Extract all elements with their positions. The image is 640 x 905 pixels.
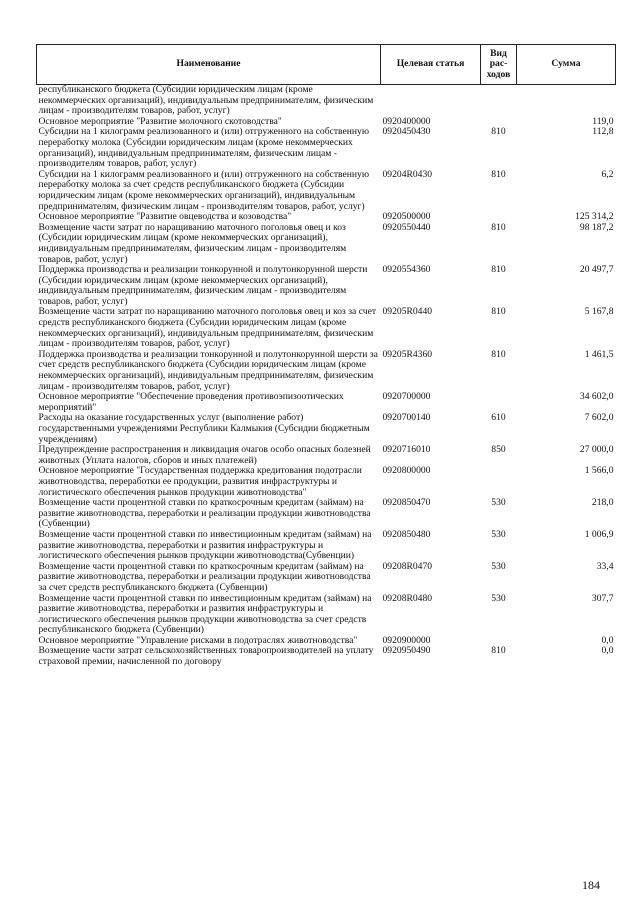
- cell-code: 0920900000: [382, 634, 431, 646]
- cell-name: Поддержка производства и реализации тонкорунной и полутонкорунной шерсти за счет средств республиканского бюджета (Субсидии юридическим лицам (кроме некоммерческих организаций), индивидуальным предпринимателям, физическим лицам - производителям товаров, работ, услуг): [38, 348, 378, 392]
- cell-type: 610: [491, 412, 506, 424]
- page-number: 184: [582, 878, 600, 892]
- cell-type: 810: [491, 168, 506, 180]
- cell-name: Основное мероприятие "Развитие овцеводства и козоводства": [38, 211, 292, 223]
- header-sum: Сумма: [517, 45, 616, 85]
- cell-name: Субсидии на 1 килограмм реализованного и (или) отгруженного на собственную переработку молока (Субсидии юридическим лицам (кроме некоммерческих организаций), индивидуальным предпринимателям, физическим лицам - производителям товаров, работ, услуг): [38, 126, 370, 170]
- cell-type: 810: [491, 126, 506, 138]
- cell-code: 0920850480: [382, 528, 431, 540]
- cell-code: 0920700000: [382, 391, 431, 403]
- cell-code: 09205R0440: [382, 306, 433, 318]
- cell-code: 0920500000: [382, 211, 431, 223]
- table-row: [37, 646, 616, 667]
- cell-code: 09208R0480: [382, 592, 433, 604]
- cell-code: 0920450430: [382, 126, 431, 138]
- table-row: [37, 392, 616, 413]
- cell-type: [481, 85, 517, 117]
- cell-code: 0920950490: [382, 645, 431, 657]
- cell-type: 850: [491, 444, 506, 456]
- cell-name: республиканского бюджета (Субсидии юридическим лицам (кроме некоммерческих организаций), индивидуальным предпринимателям, физическим лицам - производителям товаров, работ, услуг): [38, 84, 374, 117]
- cell-type: 810: [491, 348, 506, 360]
- table-header-row: [37, 45, 616, 85]
- table-row: [37, 170, 616, 212]
- header-type: Вид рас-ходов: [481, 45, 517, 85]
- table-body: [37, 85, 616, 668]
- cell-type: [481, 392, 517, 413]
- header-name: Наименование: [37, 45, 381, 85]
- cell-sum: 6,2: [601, 168, 614, 180]
- cell-code: 0920554360: [382, 264, 431, 276]
- cell-code: 0920700140: [382, 412, 431, 424]
- cell-code: 0920850470: [382, 497, 431, 509]
- cell-sum: 307,7: [591, 592, 614, 604]
- cell-name: Основное мероприятие "Государственная поддержка кредитования подотрасли животноводства, переработки ее продукции, развития инфраструктуры и логистического обеспечения рынков продукции животноводства": [38, 465, 362, 498]
- cell-code: 09204R0430: [382, 168, 433, 180]
- cell-code: 0920716010: [382, 444, 431, 456]
- cell-sum: 0,0: [601, 645, 614, 657]
- cell-type: 530: [491, 592, 506, 604]
- cell-type: 810: [491, 221, 506, 233]
- cell-type: 810: [491, 645, 506, 657]
- cell-name: Возмещение части процентной ставки по инвестиционным кредитам (займам) на развитие животноводства, переработки и развития инфраструктуры и логистического обеспечения рынков продукции животноводства(Субвенции): [38, 528, 372, 562]
- table-row: [37, 413, 616, 445]
- cell-name: Возмещение части затрат по наращиванию маточного поголовья овец и коз (Субсидии юридическим лицам (кроме некоммерческих организаций), индивидуальным предпринимателям, физическим лицам - производителям товаров, работ, услуг): [38, 221, 347, 265]
- cell-name: Основное мероприятие "Управление рисками в подотраслях животноводства": [38, 634, 358, 646]
- cell-name: Субсидии на 1 килограмм реализованного и (или) отгруженного на собственную переработку молока за счет средств республиканского бюджета (Субсидии юридическим лицам (кроме некоммерческих организаций), индивидуальным предпринимателям, физическим лицам - производителям товаров, работ, услуг): [38, 168, 370, 212]
- cell-name: Поддержка производства и реализации тонкорунной и полутонкорунной шерсти (Субсидии юридическим лицам (кроме некоммерческих организаций), индивидуальным предпринимателям, физическим лицам - производителям товаров, работ, услуг): [38, 264, 368, 307]
- table-row: [37, 127, 616, 169]
- cell-code: 0920800000: [382, 465, 431, 477]
- cell-name: Основное мероприятие "Обеспечение проведения противоэпизоотических мероприятий": [38, 391, 344, 413]
- cell-sum: 33,4: [596, 560, 614, 572]
- table-row: [37, 562, 616, 594]
- table-row: [37, 265, 616, 307]
- cell-type: 530: [491, 497, 506, 509]
- cell-sum: 1 461,5: [584, 348, 614, 360]
- cell-type: 530: [491, 560, 506, 572]
- cell-sum: 34 602,0: [579, 391, 614, 403]
- cell-name: Возмещение части процентной ставки по краткосрочным кредитам (займам) на развитие животноводства, переработки и реализации продукции животноводства (Субвенции): [38, 497, 371, 530]
- cell-sum: 1 566,0: [584, 465, 614, 477]
- document-page: [36, 44, 615, 668]
- table-row: [37, 530, 616, 562]
- cell-sum: 218,0: [591, 497, 614, 509]
- cell-code: 0920400000: [382, 115, 431, 127]
- cell-name: Возмещение части затрат по наращиванию маточного поголовья овец и коз за счет средств республиканского бюджета (Субсидии юридическим лицам (кроме некоммерческих организаций), индивидуальным предпринимателям, физическим лицам - производителям товаров, работ, услуг): [38, 306, 377, 350]
- cell-name: Возмещение части процентной ставки по краткосрочным кредитам (займам) на развитие животноводства, переработки и реализации продукции животноводства за счет средств республиканского бюджета (Субвенции): [38, 560, 371, 593]
- table-row: [37, 223, 616, 265]
- cell-name: Возмещение части процентной ставки по инвестиционным кредитам (займам) на развитие животноводства, переработки и развития инфраструктуры и логистического обеспечения рынков продукции животноводства за счет средств республиканского бюджета (Субвенции): [38, 592, 372, 636]
- cell-sum: 7 602,0: [584, 412, 614, 424]
- table-row: [37, 307, 616, 349]
- cell-sum: 125 314,2: [575, 211, 614, 223]
- cell-type: 530: [491, 528, 506, 540]
- cell-type: 810: [491, 264, 506, 276]
- cell-sum: 112,8: [592, 126, 614, 138]
- cell-sum: 119,0: [592, 115, 614, 127]
- cell-sum: 0,0: [601, 634, 614, 646]
- cell-name: Возмещение части затрат сельскохозяйственных товаропроизводителей на уплату страховой премии, начисленной по договору: [38, 645, 374, 668]
- cell-sum: 98 187,2: [579, 221, 614, 233]
- cell-sum: 20 497,7: [579, 264, 614, 276]
- cell-type: [481, 466, 517, 498]
- header-code: Целевая статья: [381, 45, 481, 85]
- table-row: [37, 594, 616, 636]
- budget-table: [36, 44, 616, 668]
- cell-name: Основное мероприятие "Развитие молочного скотоводства": [38, 115, 282, 127]
- table-row: [37, 466, 616, 498]
- cell-type: 810: [491, 306, 506, 318]
- cell-sum: 27 000,0: [579, 444, 614, 456]
- table-row: [37, 85, 616, 117]
- cell-code: [381, 85, 481, 117]
- cell-code: 09205R4360: [382, 348, 433, 360]
- cell-sum: 5 167,8: [584, 306, 614, 318]
- cell-name: Предупреждение распространения и ликвидация очагов особо опасных болезней животных (Уплата налогов, сборов и иных платежей): [38, 444, 371, 466]
- table-row: [37, 498, 616, 530]
- cell-code: 0920550440: [382, 221, 431, 233]
- table-row: [37, 445, 616, 466]
- cell-sum: [517, 85, 616, 117]
- table-row: [37, 350, 616, 392]
- cell-name: Расходы на оказание государственных услуг (выполнение работ) государственными учреждениями Республики Калмыкия (Субсидии бюджетным учреждениям): [38, 412, 370, 445]
- cell-sum: 1 006,9: [584, 528, 614, 540]
- cell-code: 09208R0470: [382, 560, 433, 572]
